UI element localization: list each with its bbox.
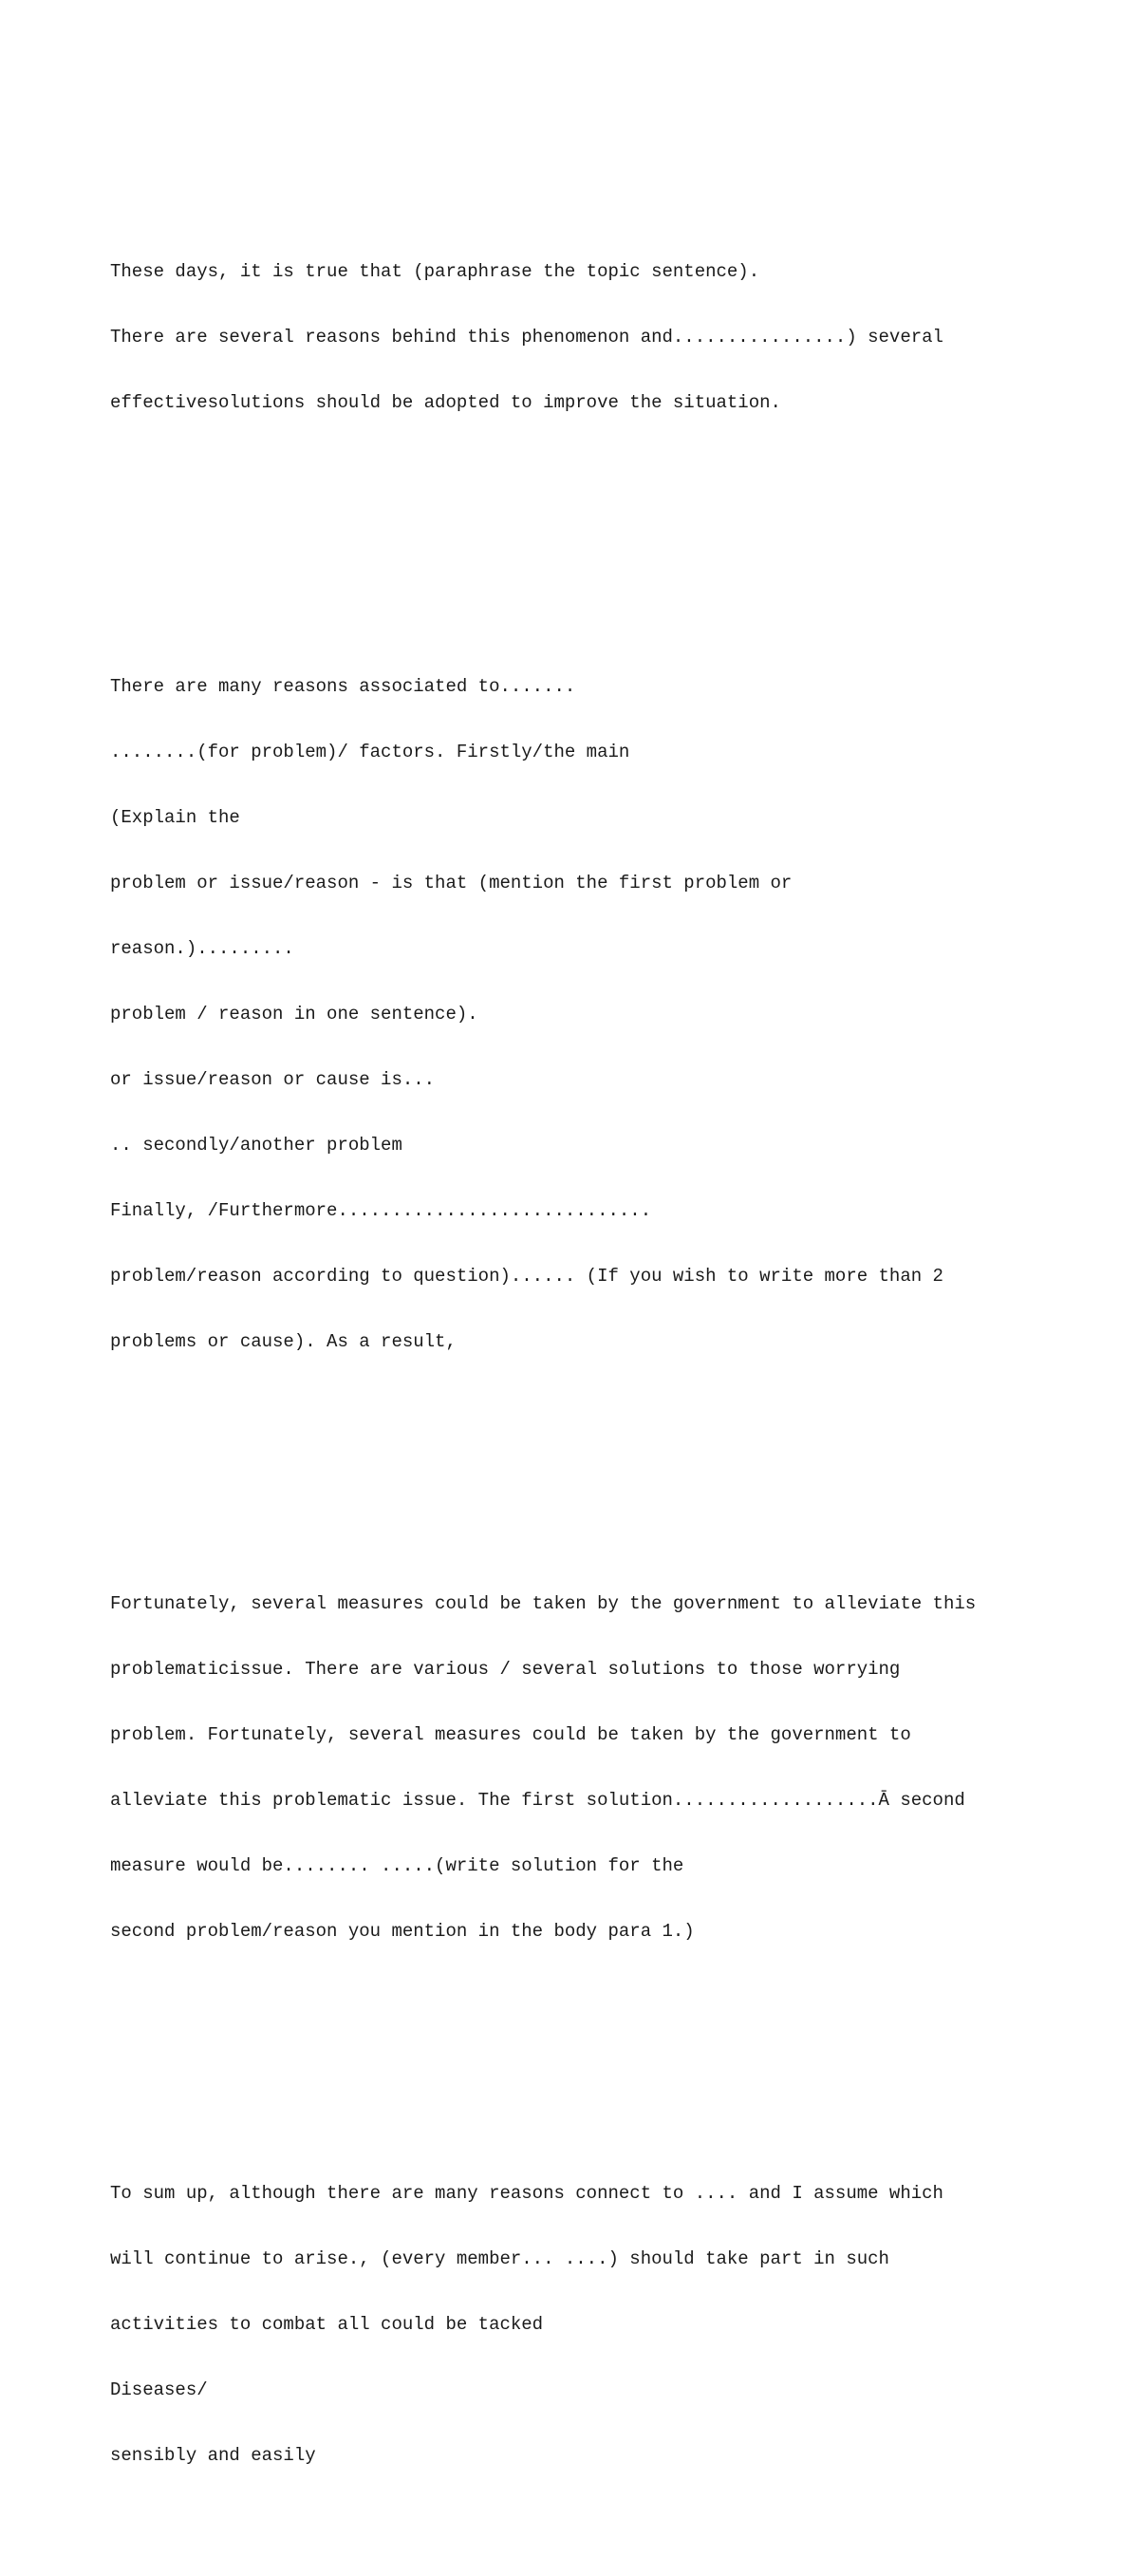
conclusion-paragraph bbox=[110, 2139, 1116, 2510]
text-line: There are several reasons behind this phenomenon and................) several bbox=[110, 327, 943, 348]
text-line: activities to combat all could be tacked bbox=[110, 2314, 544, 2335]
text-line: Fortunately, several measures could be taken by the government to alleviate this bbox=[110, 1593, 977, 1614]
body-paragraph-1 bbox=[110, 632, 1116, 1397]
text-line: measure would be........ .....(write solution for the bbox=[110, 1855, 684, 1876]
text-line: problem or issue/reason - is that (mention the first problem or bbox=[110, 873, 793, 893]
text-line: .. secondly/another problem bbox=[110, 1135, 402, 1156]
text-line: second problem/reason you mention in the body para 1.) bbox=[110, 1921, 695, 1942]
text-line: or issue/reason or cause is... bbox=[110, 1069, 436, 1090]
text-line: To sum up, although there are many reasons connect to .... and I assume which bbox=[110, 2183, 943, 2204]
text-line: problem/reason according to question)...... (If you wish to write more than 2 bbox=[110, 1266, 943, 1287]
document-text bbox=[110, 152, 1116, 2576]
text-line: will continue to arise., (every member... ....) should take part in such bbox=[110, 2248, 889, 2269]
text-line: problem. Fortunately, several measures could be taken by the government to bbox=[110, 1724, 911, 1745]
text-line: problematicissue. There are various / several solutions to those worrying bbox=[110, 1659, 901, 1680]
intro-paragraph bbox=[110, 217, 1116, 458]
paragraph-spacer bbox=[110, 1462, 1116, 1484]
text-line: reason.)......... bbox=[110, 938, 294, 959]
text-line: Diseases/ bbox=[110, 2379, 208, 2400]
text-line: (Explain the bbox=[110, 807, 240, 828]
paragraph-spacer bbox=[110, 2052, 1116, 2074]
text-line: There are many reasons associated to....... bbox=[110, 676, 576, 697]
text-line: alleviate this problematic issue. The first solution...................Ā second bbox=[110, 1790, 965, 1811]
text-line: effectivesolutions should be adopted to improve the situation. bbox=[110, 392, 781, 413]
text-line: sensibly and easily bbox=[110, 2445, 316, 2466]
paragraph-spacer bbox=[110, 523, 1116, 567]
text-line: problem / reason in one sentence). bbox=[110, 1004, 478, 1025]
body-paragraph-2 bbox=[110, 1550, 1116, 1986]
text-line: problems or cause). As a result, bbox=[110, 1331, 457, 1352]
text-line: ........(for problem)/ factors. Firstly/the main bbox=[110, 742, 630, 762]
text-line: These days, it is true that (paraphrase the topic sentence). bbox=[110, 261, 760, 282]
text-line: Finally, /Furthermore............................. bbox=[110, 1200, 652, 1221]
